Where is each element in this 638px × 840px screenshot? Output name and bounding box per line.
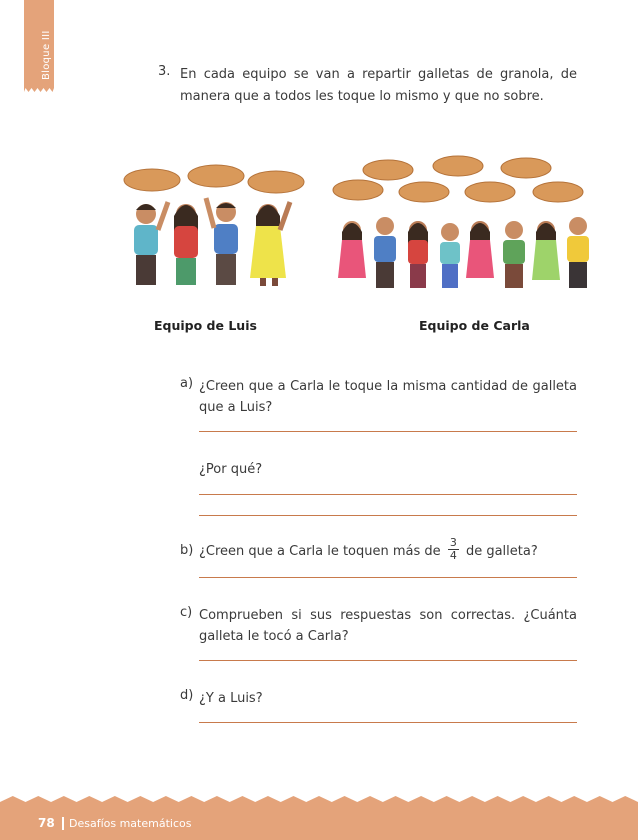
item-b-label: b) <box>180 543 194 558</box>
fraction-three-quarters <box>448 537 459 562</box>
cookie-illustration <box>333 156 583 202</box>
answer-line-why-2[interactable] <box>199 515 577 516</box>
item-c-label: c) <box>180 605 193 620</box>
footer-title: Desafíos matemáticos <box>69 817 192 830</box>
item-b-text <box>199 536 577 568</box>
footer-separator <box>62 817 64 830</box>
answer-line-c[interactable] <box>199 660 577 661</box>
fraction-denominator: 4 <box>449 549 457 562</box>
fraction-numerator: 3 <box>449 536 457 549</box>
children-illustration <box>338 217 589 288</box>
why-text: ¿Por qué? <box>199 462 263 477</box>
answer-line-why-1[interactable] <box>199 494 577 495</box>
bloque-label: Bloque III <box>41 30 52 80</box>
item-b-text-after: de galleta? <box>465 544 538 559</box>
item-d-text: ¿Y a Luis? <box>199 691 263 706</box>
item-b-text-before: ¿Creen que a Carla le toquen más de <box>199 544 441 559</box>
answer-line-a[interactable] <box>199 431 577 432</box>
carla-team-illustration <box>330 150 598 300</box>
carla-team-label: Equipo de Carla <box>419 318 530 333</box>
page-number: 78 <box>38 816 55 830</box>
item-a-text: ¿Creen que a Carla le toque la misma cantidad de galleta que a Luis? <box>199 379 577 415</box>
luis-team-label: Equipo de Luis <box>154 318 257 333</box>
question-number: 3. <box>158 64 171 79</box>
children-illustration <box>134 198 290 286</box>
luis-team-illustration <box>116 150 306 300</box>
answer-line-b[interactable] <box>199 577 577 578</box>
cookie-illustration <box>124 165 304 193</box>
answer-line-d[interactable] <box>199 722 577 723</box>
item-c-text: Comprueben si sus respuestas son correctas. ¿Cuánta galleta le tocó a Carla? <box>199 608 577 644</box>
item-a-label: a) <box>180 376 194 391</box>
item-d-label: d) <box>180 688 194 703</box>
question-text: En cada equipo se van a repartir galletas de granola, de manera que a todos les toque lo mismo y que no sobre. <box>180 67 577 104</box>
